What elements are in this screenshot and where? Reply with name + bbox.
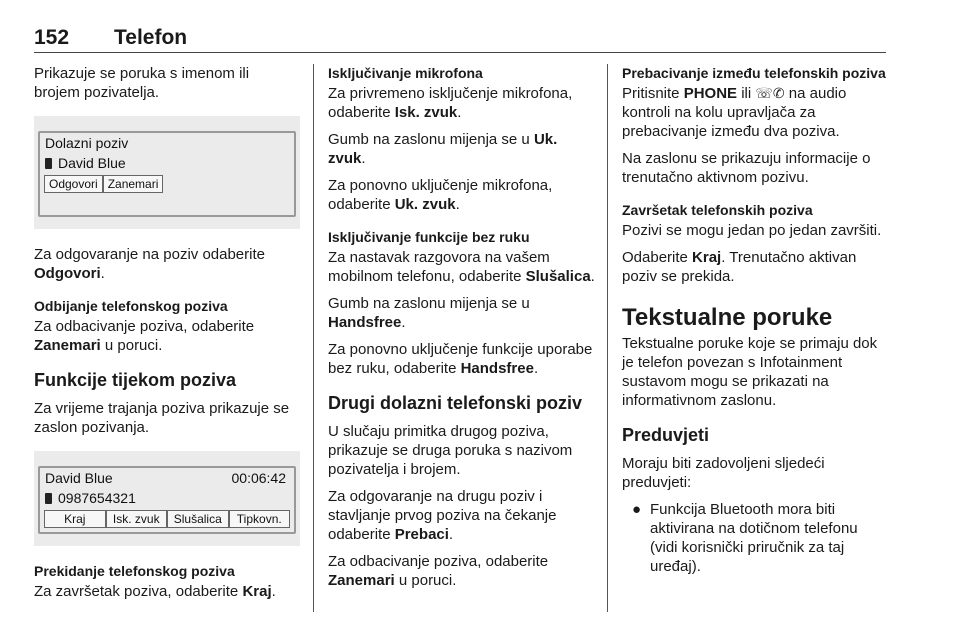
- page-header: [34, 26, 886, 52]
- mobile-phone-icon: [45, 158, 52, 169]
- end-calls-heading: Završetak telefonskih poziva: [622, 202, 813, 218]
- call-name: David Blue: [45, 470, 113, 486]
- end-calls-paragraph: Pozivi se mogu jedan po jedan završiti.: [622, 222, 882, 239]
- second-call-paragraph: U slučaju primitka drugog poziva, prikazuje se druga poruka s nazivom pozivatelja i brojem.: [328, 423, 573, 478]
- answer-paragraph: Za odgovaranje na poziv odaberite Odgovori.: [34, 246, 265, 282]
- call-timer: 00:06:42: [231, 470, 286, 486]
- steering-phone-icon: ☏✆: [755, 85, 785, 101]
- page-number: 152: [34, 26, 70, 49]
- reject-paragraph: Za odbacivanje poziva, odaberite Zanemari u poruci.: [34, 318, 255, 354]
- sms-heading: Tekstualne poruke: [622, 304, 833, 331]
- end-select-paragraph: Odaberite Kraj. Trenutačno aktivan poziv se prekida.: [622, 249, 857, 285]
- mic-on-paragraph: Za ponovno uključenje mikrofona, odaberite Uk. zvuk.: [328, 177, 553, 213]
- column-1: [34, 64, 299, 609]
- switch-heading: Prebacivanje između telefonskih poziva: [622, 65, 886, 81]
- switch-info-paragraph: Na zaslonu se prikazuju informacije o trenutačno aktivnom pozivu.: [622, 150, 871, 186]
- incoming-call-screen-figure: [34, 116, 300, 229]
- handsfree-heading: Isključivanje funkcije bez ruku: [328, 229, 530, 245]
- active-call-screen: [38, 466, 296, 534]
- list-item: [622, 500, 888, 576]
- ignore-button[interactable]: Zanemari: [103, 175, 164, 193]
- end-call-heading: Prekidanje telefonskog poziva: [34, 563, 235, 579]
- mic-change-paragraph: Gumb na zaslonu mijenja se u Uk. zvuk.: [328, 131, 558, 167]
- call-number: 0987654321: [58, 490, 136, 506]
- sms-paragraph: Tekstualne poruke koje se primaju dok je telefon povezan s Infotainment sustavom mogu se prikazati na informativnom zaslonu.: [622, 335, 878, 409]
- end-call-paragraph: Za završetak poziva, odaberite Kraj.: [34, 583, 276, 600]
- call-button-bar: [40, 508, 294, 531]
- answer-button[interactable]: Odgovori: [44, 175, 103, 193]
- second-call-heading: Drugi dolazni telefonski poziv: [328, 393, 583, 413]
- column-2: [328, 64, 596, 598]
- bullet-text: Funkcija Bluetooth mora biti aktivirana na dotičnom telefonu (vidi korisnički priručnik za taj uređaj).: [650, 501, 858, 575]
- second-reject-paragraph: Za odbacivanje poziva, odaberite Zanemari u poruci.: [328, 553, 549, 589]
- bullet-icon: ●: [632, 501, 642, 518]
- mute-button[interactable]: Isk. zvuk: [106, 510, 168, 528]
- reject-heading: Odbijanje telefonskog poziva: [34, 298, 228, 314]
- caller-name: David Blue: [58, 155, 126, 171]
- intro-text: Prikazuje se poruka s imenom ili brojem pozivatelja.: [34, 65, 250, 101]
- mobile-phone-icon: [45, 493, 52, 504]
- handsfree-paragraph: Za nastavak razgovora na vašem mobilnom telefonu, odaberite Slušalica.: [328, 249, 595, 285]
- call-name-row: [40, 468, 294, 488]
- caller-row: [40, 153, 294, 173]
- chapter-title: Telefon: [114, 26, 188, 49]
- switch-paragraph: Pritisnite PHONE ili ☏✆ na audio kontroli na kolu upravljača za prebacivanje između dva poziva.: [622, 85, 847, 140]
- screen-button-bar: [40, 173, 294, 196]
- header-rule: [34, 52, 886, 53]
- active-call-screen-figure: [34, 451, 300, 546]
- screen-title: Dolazni poziv: [45, 135, 129, 151]
- mic-heading: Isključivanje mikrofona: [328, 65, 483, 81]
- column-divider-2: [607, 64, 608, 612]
- functions-paragraph: Za vrijeme trajanja poziva prikazuje se zaslon pozivanja.: [34, 400, 290, 436]
- handset-button[interactable]: Slušalica: [167, 510, 229, 528]
- keypad-button[interactable]: Tipkovn.: [229, 510, 291, 528]
- prereq-heading: Preduvjeti: [622, 425, 710, 445]
- functions-heading: Funkcije tijekom poziva: [34, 370, 237, 390]
- incoming-call-screen: [38, 131, 296, 217]
- prereq-paragraph: Moraju biti zadovoljeni sljedeći preduvjeti:: [622, 455, 825, 491]
- column-divider-1: [313, 64, 314, 612]
- column-3: [622, 64, 888, 584]
- second-answer-paragraph: Za odgovaranje na drugu poziv i stavljanje prvog poziva na čekanje odaberite Prebaci.: [328, 488, 557, 543]
- handsfree-on-paragraph: Za ponovno uključenje funkcije uporabe bez ruku, odaberite Handsfree.: [328, 341, 593, 377]
- end-call-button[interactable]: Kraj: [44, 510, 106, 528]
- handsfree-change-paragraph: Gumb na zaslonu mijenja se u Handsfree.: [328, 295, 530, 331]
- call-number-row: [40, 488, 294, 508]
- mic-paragraph: Za privremeno isključenje mikrofona, odaberite Isk. zvuk.: [328, 85, 573, 121]
